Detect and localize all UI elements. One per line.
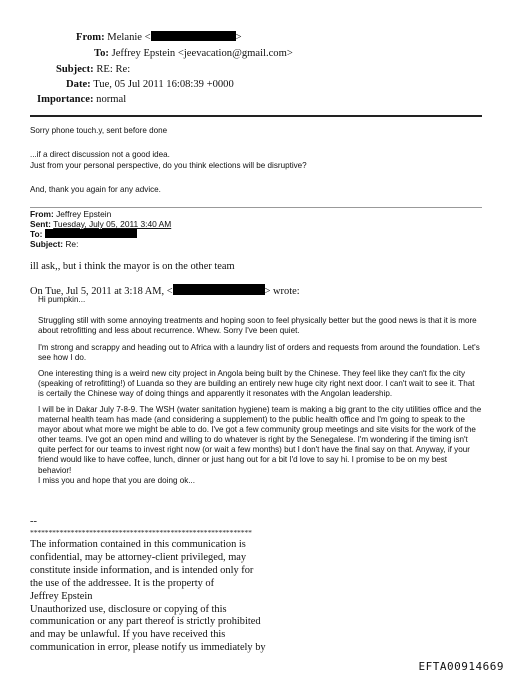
- greeting: Hi pumpkin...: [38, 295, 86, 304]
- paragraph-line: quite perfect for our teams to invest right now (or wait a few months) but I don't have the final say on that. Anyway, if your: [38, 445, 470, 455]
- quoted-sent-label: Sent:: [30, 219, 51, 229]
- quoted-to-label: To:: [30, 229, 43, 239]
- date-value: Tue, 05 Jul 2011 16:08:39 +0000: [93, 79, 234, 90]
- quoted-to-row: [30, 229, 137, 239]
- quoted-from-row: [30, 209, 111, 219]
- paragraph-line: behavior!: [38, 465, 72, 475]
- quoted-sent-row: [30, 219, 171, 229]
- from-bracket: >: [235, 32, 242, 43]
- quoted-subject-label: Subject:: [30, 239, 64, 249]
- paragraph-2: [38, 343, 488, 363]
- closing-line: I miss you and hope that you are doing ok...: [38, 476, 196, 485]
- paragraph-line: Struggling still with some annoying treatments and hoping soon to feel physically better but the good news is that it is more: [38, 316, 477, 325]
- paragraph-line: One interesting thing is a weird new city project in Angola being built by the Chinese. They feel like they can't fix the city: [38, 369, 466, 378]
- redaction-bar: [173, 284, 265, 295]
- disclaimer-line: confidential, may be attorney-client privileged, may: [30, 551, 247, 563]
- quoted-from-label: From:: [30, 209, 54, 219]
- disclaimer-line: constitute inside information, and is intended only for: [30, 564, 254, 576]
- disclaimer: [30, 539, 266, 655]
- header-divider: [30, 115, 482, 117]
- quoted-subject-value: Re:: [65, 239, 79, 249]
- paragraph-line: other teams. I've got an open mind and willing to do whatever is right by the Senegalese. I'm wondering if the timing isn't: [38, 435, 468, 445]
- disclaimer-line: communication in error, please notify us immediately by: [30, 642, 266, 654]
- signature-dashes: --: [30, 516, 37, 527]
- header-subject-row: [56, 63, 130, 76]
- quote-divider: [30, 207, 482, 208]
- paragraph-line: I'm strong and scrappy and heading out to Africa with a laundry list of orders and requests from around the foundation. Let's: [38, 343, 480, 352]
- paragraph-line: about retrofitting and less about recurrence. Whew. Sorry I've been quiet.: [38, 326, 300, 336]
- disclaimer-line: The information contained in this communication is: [30, 539, 246, 550]
- reply-line-2: ...if a direct discussion not a good idea.: [30, 150, 170, 159]
- disclaimer-line: the use of the addressee. It is the property of: [30, 577, 215, 589]
- importance-value: normal: [96, 94, 127, 105]
- jeffrey-reply: ill ask,, but i think the mayor is on the other team: [30, 261, 235, 272]
- paragraph-line: friend would like to have coffee, lunch, dinner or just hang out for a bit I'd love to say hi. I promise to be on my best: [38, 455, 448, 465]
- paragraph-4: [38, 405, 488, 476]
- from-value: Melanie <: [107, 32, 151, 43]
- to-label: To:: [94, 48, 109, 59]
- header-from-row: [76, 31, 242, 44]
- reply-line-3: Just from your personal perspective, do you think elections will be disruptive?: [30, 161, 307, 170]
- paragraph-line: see how I do.: [38, 353, 87, 363]
- reply-line-4: And, thank you again for any advice.: [30, 185, 161, 194]
- header-to-row: [94, 47, 293, 60]
- signature-stars: ************************************************************: [30, 528, 252, 537]
- paragraph-line: mayor about what more we might be able to do. I've got a few community group meetings and site visits for the work of the: [38, 425, 476, 435]
- disclaimer-line: Jeffrey Epstein: [30, 590, 93, 602]
- disclaimer-line: Unauthorized use, disclosure or copying of this: [30, 603, 227, 615]
- quoted-sent-value: Tuesday, July 05, 2011 3:40 AM: [53, 219, 172, 229]
- paragraph-line: I will be in Dakar July 7-8-9. The WSH (water sanitation hygiene) team is making a big grant to the city utilities office and the: [38, 405, 482, 414]
- wrote-after: > wrote:: [264, 286, 300, 297]
- reply-line-1: Sorry phone touch.y, sent before done: [30, 126, 168, 135]
- paragraph-line: maternal health team has made (and considering a supplement) to the public health office and I'm going to speak to the: [38, 415, 466, 425]
- from-label: From:: [76, 32, 105, 43]
- date-label: Date:: [66, 79, 91, 90]
- paragraph-3: [38, 369, 488, 399]
- importance-label: Importance:: [37, 94, 94, 105]
- wrote-before: On Tue, Jul 5, 2011 at 3:18 AM, <: [30, 286, 173, 297]
- redaction-bar: [151, 31, 236, 41]
- quoted-from-value: Jeffrey Epstein: [56, 209, 112, 219]
- disclaimer-line: and may be unlawful. If you have received this: [30, 629, 226, 641]
- quoted-subject-row: [30, 239, 78, 249]
- document-stamp: EFTA00914669: [418, 660, 504, 673]
- header-date-row: [66, 78, 234, 91]
- subject-label: Subject:: [56, 64, 94, 75]
- to-value: Jeffrey Epstein <jeevacation@gmail.com>: [111, 48, 293, 59]
- subject-value: RE: Re:: [96, 64, 131, 75]
- paragraph-line: is certaily the Chinese way of doing things and apparently it resonates with the Angolan leadership.: [38, 389, 393, 399]
- redaction-bar: [45, 229, 137, 238]
- header-importance-row: [37, 93, 126, 106]
- paragraph-line: (speaking of retrofitting!) of Luanda so they are building an entirely new huge city right next door. I can't wait to see it. That: [38, 379, 475, 389]
- disclaimer-line: communication or any part thereof is strictly prohibited: [30, 616, 261, 628]
- paragraph-1: [38, 316, 488, 336]
